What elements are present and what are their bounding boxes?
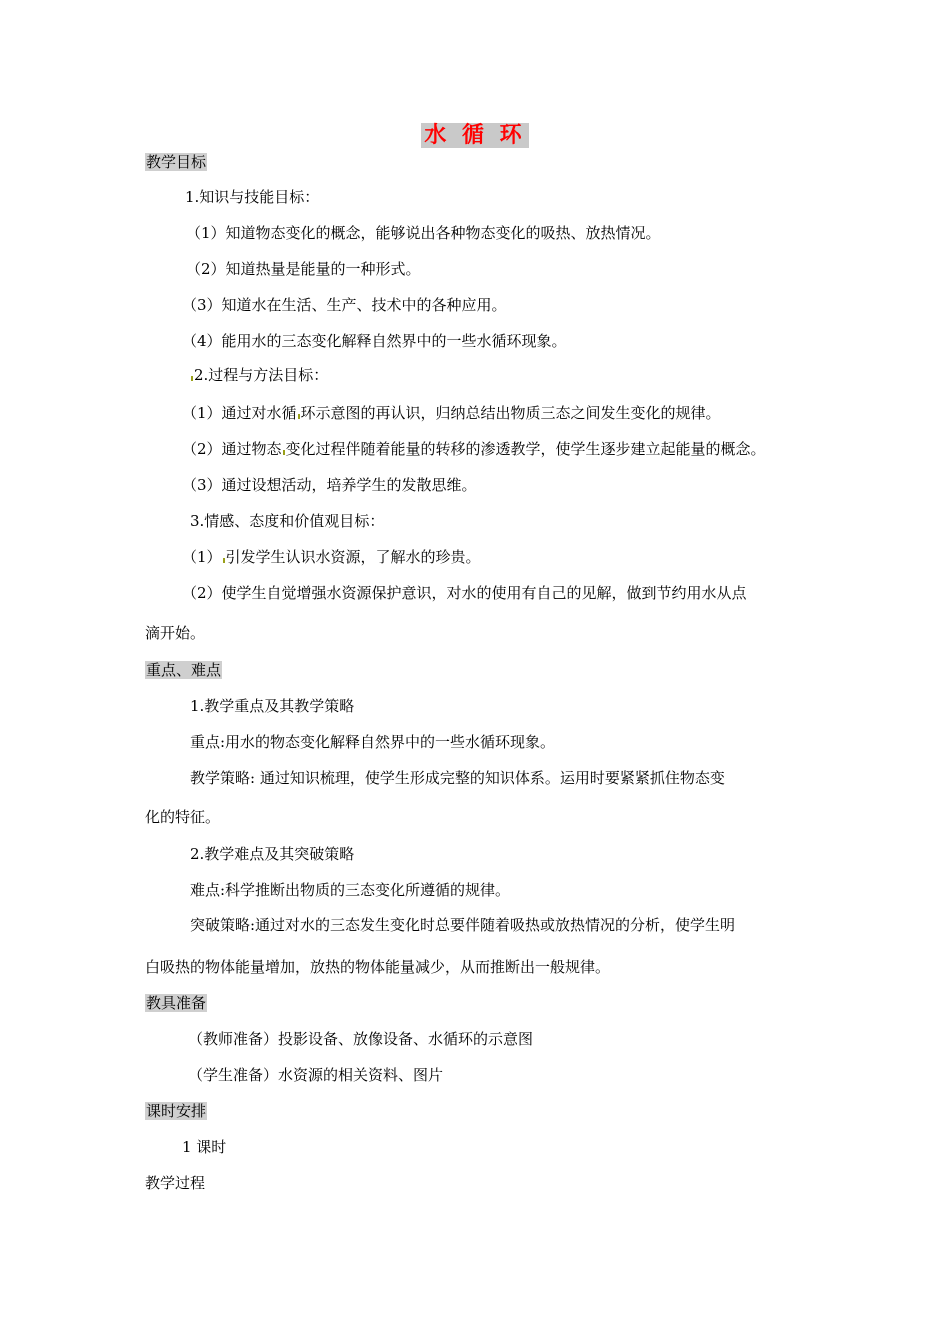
focus-strategy-line2: 化的特征。	[145, 808, 221, 826]
annotation-mark	[298, 414, 300, 419]
section-heading-keypoints: 重点、难点	[146, 661, 222, 679]
section-heading-process: 教学过程	[145, 1174, 206, 1192]
emotion-item-2-line2: 滴开始。	[145, 624, 206, 642]
knowledge-item-3: （3）知道水在生活、生产、技术中的各种应用。	[182, 296, 507, 314]
section-heading-objectives: 教学目标	[146, 153, 207, 171]
section-heading-materials: 教具准备	[146, 994, 207, 1012]
knowledge-item-2: （2）知道热量是能量的一种形式。	[186, 260, 421, 278]
process-item-1: （1）通过对水循 环示意图的再认识，归纳总结出物质三态之间发生变化的规律。	[182, 404, 721, 422]
knowledge-goal-label: 1.知识与技能目标：	[185, 188, 320, 206]
knowledge-item-4: （4）能用水的三态变化解释自然界中的一些水循环现象。	[182, 332, 567, 350]
knowledge-item-1: （1）知道物态变化的概念，能够说出各种物态变化的吸热、放热情况。	[186, 224, 661, 242]
focus-label: 1.教学重点及其教学策略	[190, 697, 355, 715]
annotation-mark	[191, 376, 193, 381]
process-goal-label: 2.过程与方法目标：	[190, 364, 328, 386]
page-title	[0, 120, 950, 152]
focus-strategy-line1: 教学策略: 通过知识梳理，使学生形成完整的知识体系。运用时要紧紧抓住物态变	[190, 769, 725, 787]
section-heading-schedule: 课时安排	[146, 1102, 207, 1120]
annotation-mark	[283, 450, 285, 455]
teacher-materials: （教师准备）投影设备、放像设备、水循环的示意图	[188, 1030, 534, 1048]
process-item-2: （2）通过物态 变化过程伴随着能量的转移的渗透教学，使学生逐步建立起能量的概念。	[182, 440, 766, 458]
difficulty-strategy-line1: 突破策略:通过对水的三态发生变化时总要伴随着吸热或放热情况的分析，使学生明	[190, 916, 736, 934]
schedule-text: 1 课时	[182, 1138, 227, 1156]
emotion-goal-label: 3.情感、态度和价值观目标：	[190, 512, 385, 530]
title-text: 水 循 环	[421, 123, 528, 148]
emotion-item-1: （1） 引发学生认识水资源，了解水的珍贵。	[182, 548, 481, 566]
process-item-3: （3）通过设想活动，培养学生的发散思维。	[182, 476, 477, 494]
student-materials: （学生准备）水资源的相关资料、图片	[188, 1066, 444, 1084]
difficulty-label: 2.教学难点及其突破策略	[190, 845, 355, 863]
difficulty-strategy-line2: 白吸热的物体能量增加，放热的物体能量减少，从而推断出一般规律。	[145, 958, 611, 976]
annotation-mark	[223, 558, 225, 563]
emotion-item-2-line1: （2）使学生自觉增强水资源保护意识，对水的使用有自己的见解，做到节约用水从点	[182, 584, 747, 602]
focus-text: 重点:用水的物态变化解释自然界中的一些水循环现象。	[190, 733, 556, 751]
difficulty-text: 难点:科学推断出物质的三态变化所遵循的规律。	[190, 881, 511, 899]
